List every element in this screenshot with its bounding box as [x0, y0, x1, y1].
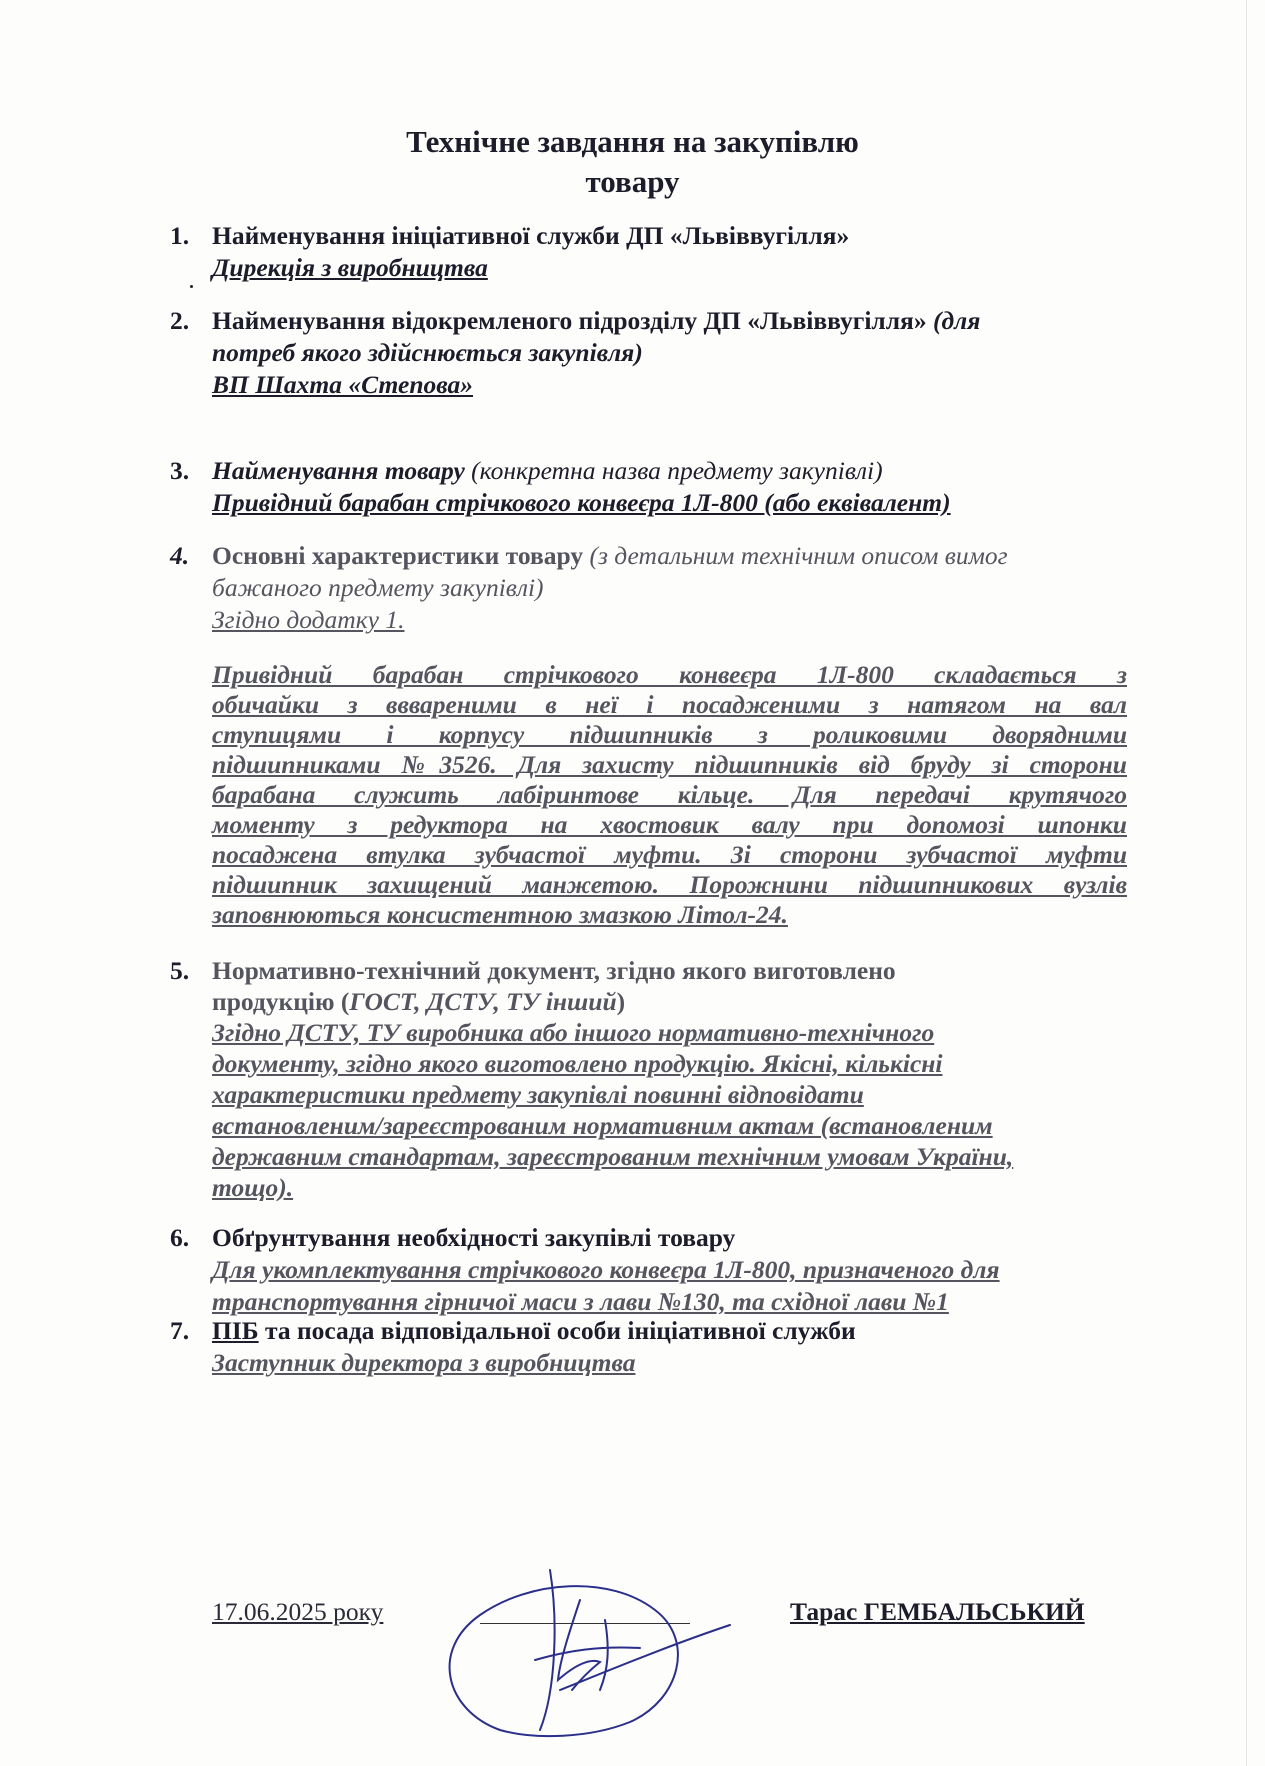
description-line: підшипник захищений манжетою. Порожнини підшипникових вузлів — [212, 870, 1127, 899]
description-line: підшипниками №3526. Для захисту підшипників від бруду зі сторони — [212, 750, 1127, 779]
section-value-line: документу, згідно якого виготовлено продукцію. Якісні, кількісні — [212, 1049, 943, 1078]
section-heading-italic: ГОСТ, ДСТУ, ТУ інший — [349, 987, 617, 1016]
section-number: 5. — [170, 956, 190, 985]
section-heading: Найменування товару — [212, 456, 465, 485]
section-number: 3. — [170, 456, 190, 485]
section-note-cont: потреб якого здійснюється закупівля) — [212, 338, 643, 367]
section-value: Заступник директора з виробництва — [212, 1348, 636, 1377]
section-heading-cont: продукцію ( — [212, 987, 350, 1016]
section-note: (для — [932, 306, 981, 335]
section-value-line: Для укомплектування стрічкового конвеєра 1Л-800, призначеного для — [212, 1255, 1000, 1284]
section-number: 4. — [170, 541, 190, 570]
section-note: (конкретна назва предмету закупівлі) — [471, 456, 883, 485]
description-line: барабана служить лабіринтове кільце. Для передачі крутячого — [212, 780, 1127, 809]
section-number: 1. — [170, 221, 190, 250]
section-number: 2. — [170, 306, 190, 335]
section-note-cont: бажаного предмету закупівлі) — [212, 573, 544, 602]
section-heading: Найменування відокремленого підрозділу ДП «Львіввугілля» — [212, 306, 927, 335]
section-value-line: встановленим/зареєстрованим нормативним актам (встановленим — [212, 1111, 993, 1140]
section-value: Дирекція з виробництва — [212, 253, 488, 282]
description-line: моменту з редуктора на хвостовик валу при допомозі шпонки — [212, 810, 1127, 839]
section-value-line: тощо). — [212, 1173, 294, 1202]
signer-name: Тарас ГЕМБАЛЬСЬКИЙ — [790, 1597, 1085, 1626]
section-note: (з детальним технічним описом вимог — [589, 541, 1008, 570]
section-value: Привідний барабан стрічкового конвеєра 1Л-800 (або еквівалент) — [212, 488, 951, 517]
section-value-line: транспортування гірничої маси з лави №130, та східної лави №1 — [212, 1287, 949, 1316]
section-heading-close: ) — [616, 987, 626, 1016]
section-ref: Згідно додатку 1. — [212, 605, 405, 634]
scan-speck — [190, 285, 193, 288]
scan-edge — [1246, 0, 1247, 1766]
description-line: ступицями і корпусу підшипників з роликовими дворядними — [212, 720, 1127, 749]
section-number: 7. — [170, 1316, 190, 1345]
section-value-line: Згідно ДСТУ, ТУ виробника або іншого нормативно-технічного — [212, 1018, 935, 1047]
section-heading: Нормативно-технічний документ, згідно якого виготовлено — [212, 956, 896, 985]
description-line: заповнюються консистентною змазкою Літол-24. — [212, 900, 788, 929]
document-title: Технічне завдання на закупівлю — [406, 124, 859, 159]
description-line: посаджена втулка зубчастої муфти. Зі сторони зубчастої муфти — [212, 840, 1127, 869]
section-value: ВП Шахта «Степова» — [212, 370, 473, 399]
section-number: 6. — [170, 1223, 190, 1252]
section-heading: Основні характеристики товару — [212, 541, 584, 570]
section-value-line: державним стандартам, зареєстрованим технічним умовам України, — [212, 1142, 1014, 1171]
description-line: Привідний барабан стрічкового конвеєра 1Л-800 складається з — [212, 660, 1127, 689]
section-heading-underlined: ПІБ — [212, 1316, 259, 1345]
section-value-line: характеристики предмету закупівлі повинні відповідати — [212, 1080, 864, 1109]
section-heading: Обґрунтування необхідності закупівлі товару — [212, 1223, 736, 1252]
signature-date: 17.06.2025 року — [212, 1597, 384, 1626]
handwritten-signature — [440, 1540, 740, 1740]
document-title-line2: товару — [585, 164, 680, 199]
description-line: обичайки з вввареними в неї і посадженими з натягом на вал — [212, 690, 1127, 719]
section-heading: та посада відповідальної особи ініціативної служби — [258, 1316, 856, 1345]
section-heading: Найменування ініціативної служби ДП «Львіввугілля» — [212, 221, 850, 250]
